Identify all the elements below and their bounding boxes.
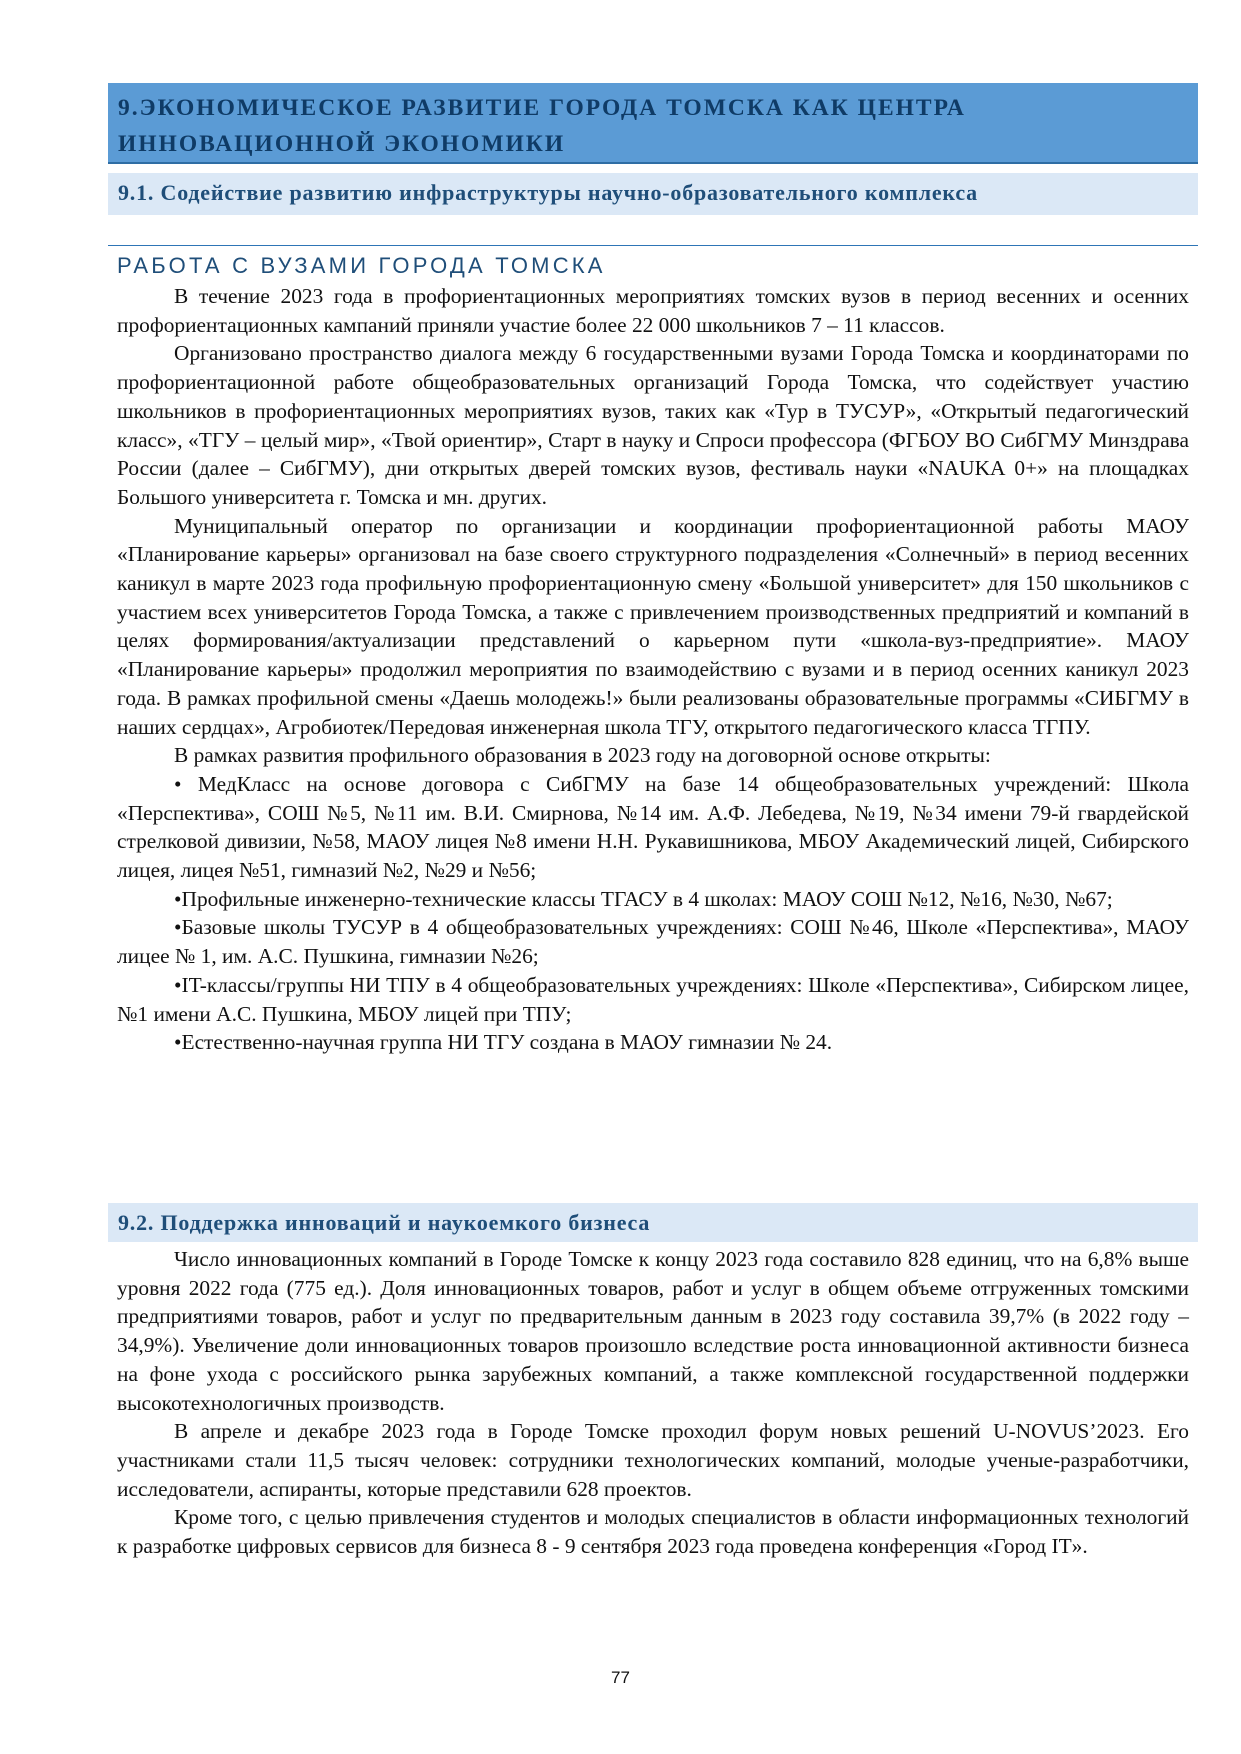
- chapter-title: [118, 90, 1188, 162]
- subheading-divider: [108, 245, 1198, 246]
- section-2-header: [108, 1201, 1198, 1242]
- page-number: 77: [611, 1668, 630, 1687]
- section-2-title: 9.2. Поддержка инноваций и наукоемкого бизнеса: [118, 1210, 651, 1235]
- list-item: [117, 913, 1189, 970]
- section-1-subheading: РАБОТА С ВУЗАМИ ГОРОДА ТОМСКА: [117, 253, 606, 278]
- list-item-text: IT-классы/группы НИ ТПУ в 4 общеобразовательных учреждениях: Школе «Перспектива», Сибирском лицее, №1 имени А.С. Пушкина, МБОУ лицей при ТПУ;: [117, 972, 1189, 1026]
- list-item: [117, 885, 1189, 914]
- chapter-title-line-1: 9.ЭКОНОМИЧЕСКОЕ РАЗВИТИЕ ГОРОДА ТОМСКА КАК ЦЕНТРА: [118, 95, 966, 121]
- bullet-icon: •: [174, 915, 182, 940]
- bullet-icon: •: [174, 972, 182, 997]
- list-item: [117, 971, 1189, 1028]
- paragraph: Кроме того, с целью привлечения студентов и молодых специалистов в области информационных технологий к разработке цифровых сервисов для бизнеса 8 - 9 сентября 2023 года проведена конференция «Город IT».: [117, 1505, 1189, 1559]
- list-item-text: МедКласс на основе договора с СибГМУ на базе 14 общеобразовательных учреждений: Школа «Перспектива», СОШ №5, №11 им. В.И. Смирнова, №14 им. А.Ф. Лебедева, №19, №34 имени 79-й гвардейской стрелковой дивизии, №58, МАОУ лицея №8 имени Н.Н. Рукавишникова, МБОУ Академический лицей, Сибирского лицея, лицея №51, гимназий №2, №29 и №56;: [117, 771, 1189, 883]
- paragraph: В апреле и декабре 2023 года в Городе Томске проходил форум новых решений U-NOVUS’2023. Его участниками стали 11,5 тысяч человек: сотрудники технологических компаний, молодые ученые-разработчики, исследователи, аспиранты, которые представили 628 проектов.: [117, 1419, 1189, 1501]
- list-item-text: Естественно-научная группа НИ ТГУ создана в МАОУ гимназии № 24.: [181, 1030, 833, 1055]
- section-2-body: [117, 1245, 1189, 1561]
- bullet-icon: •: [174, 1030, 182, 1055]
- section-1-title: 9.1. Содействие развитию инфраструктуры научно-образовательного комплекса: [118, 180, 978, 205]
- paragraph: В течение 2023 года в профориентационных мероприятиях томских вузов в период весенних и осенних профориентационных кампаний приняли участие более 22 000 школьников 7 – 11 классов.: [117, 284, 1189, 337]
- section-1-body: [117, 282, 1189, 1057]
- paragraph: Муниципальный оператор по организации и координации профориентационной работы МАОУ «Планирование карьеры» организовал на базе своего структурного подразделения «Солнечный» в период весенних каникул в марте 2023 года профильную профориентационную смену «Большой университет» для 150 школьников с участием всех университетов Города Томска, а также с привлечением производственных предприятий и компаний в целях формирования/актуализации представлений о карьерном пути «школа-вуз-предприятие». МАОУ «Планирование карьеры» продолжил мероприятия по взаимодействию с вузами и в период осенних каникул 2023 года. В рамках профильной смены «Даешь молодежь!» были реализованы образовательные программы «СИБГМУ в наших сердцах», Агробиотек/Передовая инженерная школа ТГУ, открытого педагогического класса ТГПУ.: [117, 513, 1189, 739]
- list-item-text: Профильные инженерно-технические классы ТГАСУ в 4 школах: МАОУ СОШ №12, №16, №30, №67;: [181, 886, 1113, 911]
- bullet-icon: •: [174, 886, 182, 911]
- bullet-icon: •: [174, 771, 182, 796]
- section-1-header: [108, 171, 1198, 215]
- chapter-title-line-2: ИННОВАЦИОННОЙ ЭКОНОМИКИ: [118, 131, 566, 157]
- paragraph: Организовано пространство диалога между 6 государственными вузами Города Томска и координаторами по профориентационной работе общеобразовательных организаций Города Томска, что содействует участию школьников в профориентационных мероприятиях вузов, таких как «Тур в ТУСУР», «Открытый педагогический класс», «ТГУ – целый мир», «Твой ориентир», Старт в науку и Спроси профессора (ФГБОУ ВО СибГМУ Минздрава России (далее – СибГМУ), дни открытых дверей томских вузов, фестиваль науки «NAUKA 0+» на площадках Большого университета г. Томска и мн. других.: [117, 341, 1189, 509]
- list-item: [117, 1028, 1189, 1057]
- list-item: [117, 770, 1189, 885]
- paragraph: Число инновационных компаний в Городе Томске к концу 2023 года составило 828 единиц, что на 6,8% выше уровня 2022 года (775 ед.). Доля инновационных товаров, работ и услуг в общем объеме отгруженных томскими предприятиями товаров, работ и услуг по предварительным данным в 2023 году составила 39,7% (в 2022 году – 34,9%). Увеличение доли инновационных товаров произошло вследствие роста инновационной активности бизнеса на фоне ухода с российского рынка зарубежных компаний, а также комплексной государственной поддержки высокотехнологичных производств.: [117, 1247, 1189, 1415]
- list-item-text: Базовые школы ТУСУР в 4 общеобразовательных учреждениях: СОШ №46, Школе «Перспектива», МАОУ лицее № 1, им. А.С. Пушкина, гимназии №26;: [117, 915, 1189, 969]
- paragraph: В рамках развития профильного образования в 2023 году на договорной основе открыты:: [174, 743, 991, 768]
- bullet-list: [117, 770, 1189, 1057]
- chapter-header: [108, 83, 1198, 164]
